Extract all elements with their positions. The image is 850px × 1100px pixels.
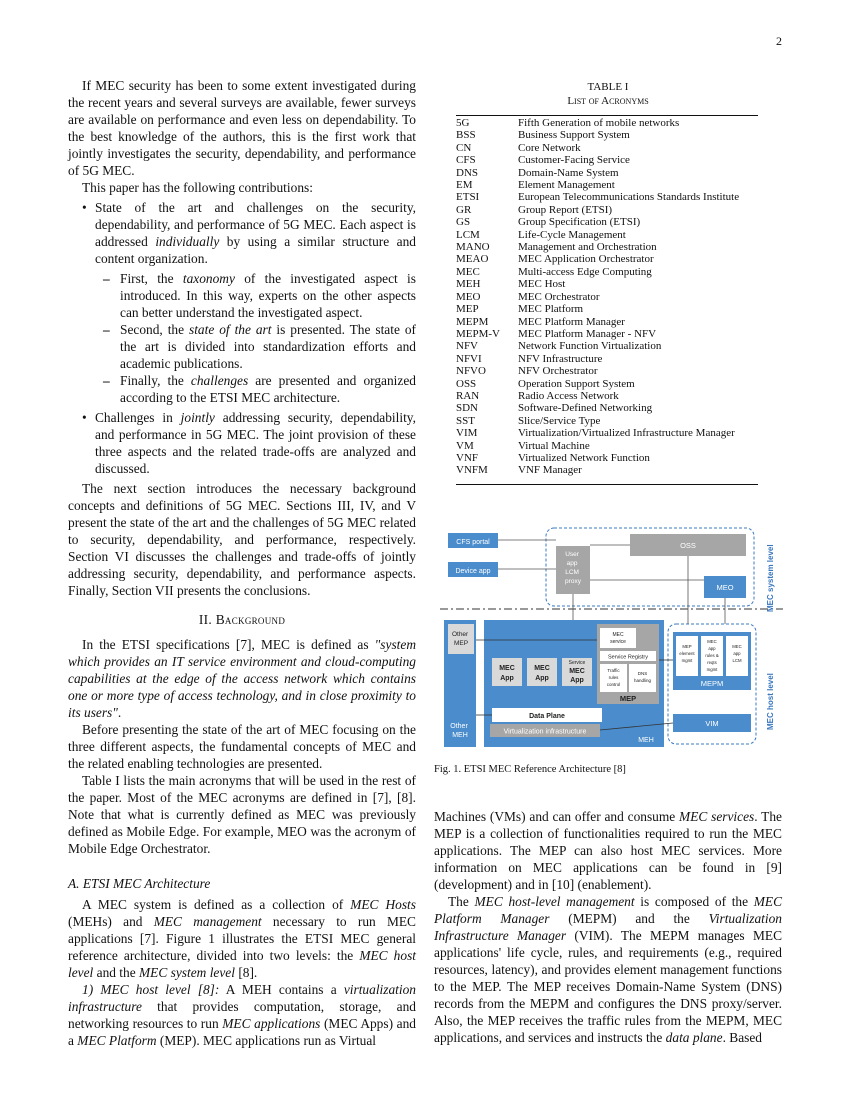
device-app-label: Device app bbox=[455, 568, 491, 575]
mec-service-label: MEC service bbox=[610, 632, 626, 645]
mec-app-lcm-box bbox=[726, 636, 748, 676]
acronym-cell: CFS bbox=[456, 154, 476, 167]
paragraph-acronyms: Table I lists the main acronyms that will be used in the rest of the paper. Most of the MEC acronyms are defined in [7], [8]. Note that what is currently defined as MEC was previously defined as Mobile Edge. For example, MEO was the acronym of Mobile Edge Orchestrator. bbox=[68, 773, 416, 856]
acronym-cell: MANO bbox=[456, 241, 490, 254]
traffic-rules-label: Traffic rules control bbox=[606, 668, 621, 687]
paragraph-definition: In the ETSI specifications [7], MEC is defined as "system which provides an IT service environment and cloud-computing capabilities at the edge of the access network which contains one or more type of access technology, and in close proximity to its users". bbox=[68, 637, 416, 720]
acronym-cell: RAN bbox=[456, 389, 480, 402]
definition-cell: European Telecommunications Standards Institute bbox=[518, 191, 740, 204]
paragraph-concepts: Before presenting the state of the art of MEC focusing on the three different aspects, the fundamental concepts of MEC and the related enabling technologies are presented. bbox=[68, 722, 416, 771]
acronym-cell: MEO bbox=[456, 290, 481, 303]
oss-label: OSS bbox=[680, 541, 696, 550]
acronym-cell: CN bbox=[456, 141, 472, 154]
paragraph-host-level: 1) MEC host level [8]: A MEH contains a virtualization infrastructure that provides computation, storage, and networking resources to run MEC applications (MEC Apps) and a MEC Platform (MEP). MEC applications run as Virtual bbox=[68, 982, 416, 1048]
table-row bbox=[456, 154, 756, 166]
table-row bbox=[456, 303, 756, 315]
table-row bbox=[456, 142, 756, 154]
right-column bbox=[434, 808, 782, 1046]
table-row bbox=[456, 415, 756, 427]
mep-label: MEP bbox=[619, 694, 637, 703]
acronym-cell: VNFM bbox=[456, 464, 488, 477]
acronym-cell: NFVI bbox=[456, 352, 482, 365]
definition-cell: MEC Application Orchestrator bbox=[518, 253, 654, 266]
definition-cell: MEC Platform Manager bbox=[518, 315, 625, 328]
definition-cell: Virtualization/Virtualized Infrastructure Manager bbox=[518, 427, 735, 440]
other-mep-box bbox=[448, 624, 474, 654]
definition-cell: VNF Manager bbox=[518, 464, 582, 477]
definition-cell: Life-Cycle Management bbox=[518, 228, 626, 241]
acronym-cell: BSS bbox=[456, 129, 476, 142]
mepm-label: MEPM bbox=[700, 679, 724, 688]
table-row bbox=[456, 427, 756, 439]
acronym-cell: EM bbox=[456, 179, 473, 192]
definition-cell: NFV Infrastructure bbox=[518, 352, 603, 365]
definition-cell: NFV Orchestrator bbox=[518, 365, 598, 378]
section-heading: II. Background bbox=[198, 612, 286, 627]
mec-app-rules-mgmt-label: MEC app rules & reqts mgmt bbox=[705, 639, 719, 672]
acronym-cell: GR bbox=[456, 203, 472, 216]
paragraph-outline: The next section introduces the necessary background concepts and definitions of 5G MEC. Sections III, IV, and V present the state of the art and the challenges of 5G MEC related to security, dependability, and performance, respectively. Section VI discusses the challenges and trade-offs of jointly addressing security, dependability, and performance aspects. Finally, Section VII presents the conclusions. bbox=[68, 481, 416, 598]
table-row bbox=[456, 179, 756, 191]
acronym-cell: VM bbox=[456, 439, 474, 452]
definition-cell: Software-Defined Networking bbox=[518, 402, 653, 415]
table-bottom-rule bbox=[456, 484, 758, 485]
definition-cell: Business Support System bbox=[518, 129, 630, 142]
vim-label: VIM bbox=[705, 719, 719, 728]
table-row bbox=[456, 353, 756, 365]
table-row bbox=[456, 266, 756, 278]
acronym-table bbox=[456, 117, 756, 477]
other-meh-label: Other MEH bbox=[450, 723, 468, 739]
user-app-lcm-proxy-label: User app LCM proxy bbox=[565, 551, 581, 585]
architecture-figure bbox=[440, 520, 783, 760]
table-row bbox=[456, 365, 756, 377]
definition-cell: MEC Host bbox=[518, 278, 566, 291]
definition-cell: Operation Support System bbox=[518, 377, 635, 390]
acronym-cell: SDN bbox=[456, 402, 479, 415]
definition-cell: Element Management bbox=[518, 179, 615, 192]
table-row bbox=[456, 229, 756, 241]
acronym-cell: SST bbox=[456, 414, 475, 427]
table-row bbox=[456, 191, 756, 203]
table-row bbox=[456, 129, 756, 141]
definition-cell: Group Specification (ETSI) bbox=[518, 216, 641, 229]
definition-cell: Multi-access Edge Computing bbox=[518, 265, 652, 278]
data-plane-label: Data Plane bbox=[529, 713, 565, 720]
acronym-cell: ETSI bbox=[456, 191, 480, 204]
acronym-cell: MEAO bbox=[456, 253, 489, 266]
table-row bbox=[456, 253, 756, 265]
table-title: List of Acronyms bbox=[567, 95, 649, 107]
table-row bbox=[456, 167, 756, 179]
meh-label: MEH bbox=[638, 737, 654, 744]
table-row bbox=[456, 241, 756, 253]
list-item: • Challenges in jointly addressing security, dependability, and performance in 5G MEC. The joint provision of these three aspects and the related trade-offs are analyzed and discussed. bbox=[95, 409, 416, 477]
table-row bbox=[456, 464, 756, 476]
table-row bbox=[456, 204, 756, 216]
table-row bbox=[456, 291, 756, 303]
table-row bbox=[456, 402, 756, 414]
mep-element-mgmt-label: MEP element mgmt bbox=[679, 644, 695, 663]
mec-app-1-label: MEC App bbox=[499, 665, 515, 682]
mec-app-lcm-label: MEC app LCM bbox=[732, 644, 742, 663]
definition-cell: Core Network bbox=[518, 141, 581, 154]
mep-element-mgmt-box bbox=[676, 636, 698, 676]
table-row bbox=[456, 452, 756, 464]
table-row bbox=[456, 278, 756, 290]
list-item: – Second, the state of the art is presented. The state of the art is divided into standardization efforts and academic publications. bbox=[120, 321, 416, 372]
acronym-cell: MEP bbox=[456, 303, 479, 316]
table-row bbox=[456, 117, 756, 129]
paragraph-vms: Machines (VMs) and can offer and consume MEC services. The MEP is a collection of functionalities required to run the MEC applications. The MEP can also host MEC services. More information on MEC applications can be found in [9] (development) and in [10] (enablement). bbox=[434, 809, 782, 892]
paragraph-host-management: The MEC host-level management is composed of the MEC Platform Manager (MEPM) and the Virtualization Infrastructure Manager (VIM). The MEPM manages MEC applications' life cycle, rules, and requirements (e.g., required resources, latency), and provides element management functions to the MEP. The MEP receives Domain-Name System (DNS) records from the MEPM and configures the DNS proxy/server. Also, the MEP receives the traffic rules from the MEPM, MEC applications, and services and instructs the data plane. Based bbox=[434, 894, 783, 1045]
acronym-cell: MEH bbox=[456, 278, 481, 291]
acronym-cell: MEC bbox=[456, 265, 480, 278]
service-label: Service bbox=[568, 660, 586, 666]
acronym-cell: LCM bbox=[456, 228, 480, 241]
definition-cell: Network Function Virtualization bbox=[518, 340, 662, 353]
acronym-cell: GS bbox=[456, 216, 471, 229]
definition-cell: Radio Access Network bbox=[518, 389, 619, 402]
dns-handling-label: DNS handling bbox=[633, 671, 652, 683]
host-level-label: MEC host level bbox=[766, 673, 775, 730]
table-caption bbox=[434, 80, 782, 108]
figure-caption: Fig. 1. ETSI MEC Reference Architecture [8] bbox=[434, 764, 626, 775]
definition-cell: Slice/Service Type bbox=[518, 414, 601, 427]
page-number: 2 bbox=[776, 34, 782, 48]
acronym-cell: NFV bbox=[456, 340, 479, 353]
acronym-cell: NFVO bbox=[456, 365, 486, 378]
table-row bbox=[456, 216, 756, 228]
paragraph-intro: If MEC security has been to some extent investigated during the recent years and several surveys are available, fewer surveys are available on performance and even less on dependability. To the best knowledge of the authors, this is the first work that jointly investigates the security, dependability, and performance of 5G MEC. bbox=[68, 78, 416, 178]
list-item: • State of the art and challenges on the security, dependability, and performance of 5G MEC. Each aspect is addressed individually by using a similar structure and content organization. – First, the taxonomy of the investigated aspect is introduced. In this way, experts on the other aspects can better understand the investigated aspect. – Second, the state of the art is presented. The state of the art is divided into standardization efforts and academic publications. – Finally, the challenges are presented and organized according to the ETSI MEC architecture. bbox=[95, 199, 416, 406]
definition-cell: MEC Orchestrator bbox=[518, 290, 600, 303]
table-row bbox=[456, 378, 756, 390]
table-row bbox=[456, 440, 756, 452]
table-row bbox=[456, 316, 756, 328]
list-item: – Finally, the challenges are presented and organized according to the ETSI MEC architecture. bbox=[120, 372, 416, 406]
sub-list bbox=[95, 270, 416, 406]
definition-cell: MEC Platform Manager - NFV bbox=[518, 327, 657, 340]
table-row bbox=[456, 328, 756, 340]
definition-cell: Management and Orchestration bbox=[518, 241, 657, 254]
definition-cell: Domain-Name System bbox=[518, 166, 619, 179]
paragraph-mec-system: A MEC system is defined as a collection of MEC Hosts (MEHs) and MEC management necessary to run MEC applications [7]. Figure 1 illustrates the ETSI MEC general reference architecture, divided into two levels: the MEC host level and the MEC system level [8]. bbox=[68, 897, 417, 980]
subsection-heading: A. ETSI MEC Architecture bbox=[68, 876, 211, 891]
contribution-list bbox=[68, 199, 416, 477]
acronym-cell: OSS bbox=[456, 377, 477, 390]
other-mep-label: Other MEP bbox=[451, 631, 469, 647]
acronym-cell: DNS bbox=[456, 166, 479, 179]
list-item: – First, the taxonomy of the investigated aspect is introduced. In this way, experts on the other aspects can better understand the investigated aspect. bbox=[120, 270, 416, 321]
cfs-portal-label: CFS portal bbox=[456, 539, 490, 546]
table-top-rule bbox=[456, 115, 758, 116]
acronym-cell: MEPM bbox=[456, 315, 489, 328]
system-level-label: MEC system level bbox=[766, 544, 775, 612]
acronym-cell: 5G bbox=[456, 117, 470, 129]
left-column bbox=[68, 77, 416, 1049]
definition-cell: Group Report (ETSI) bbox=[518, 203, 613, 216]
definition-cell: Virtualized Network Function bbox=[518, 451, 650, 464]
table-row bbox=[456, 340, 756, 352]
mec-app-3-label: MEC App bbox=[569, 668, 585, 684]
definition-cell: Fifth Generation of mobile networks bbox=[518, 117, 680, 129]
table-number: TABLE I bbox=[587, 81, 629, 93]
service-registry-label: Service Registry bbox=[607, 654, 649, 661]
definition-cell: Customer-Facing Service bbox=[518, 154, 630, 167]
paragraph-contributions: This paper has the following contributions: bbox=[82, 180, 313, 195]
acronym-cell: VIM bbox=[456, 427, 478, 440]
table-row bbox=[456, 390, 756, 402]
mec-app-2-label: MEC App bbox=[534, 665, 550, 682]
acronym-cell: MEPM-V bbox=[456, 327, 501, 340]
definition-cell: MEC Platform bbox=[518, 303, 584, 316]
acronym-cell: VNF bbox=[456, 451, 479, 464]
mec-service-box bbox=[600, 628, 636, 648]
definition-cell: Virtual Machine bbox=[518, 439, 590, 452]
meo-label: MEO bbox=[716, 583, 734, 592]
virtualization-infrastructure-label: Virtualization infrastructure bbox=[503, 728, 587, 736]
